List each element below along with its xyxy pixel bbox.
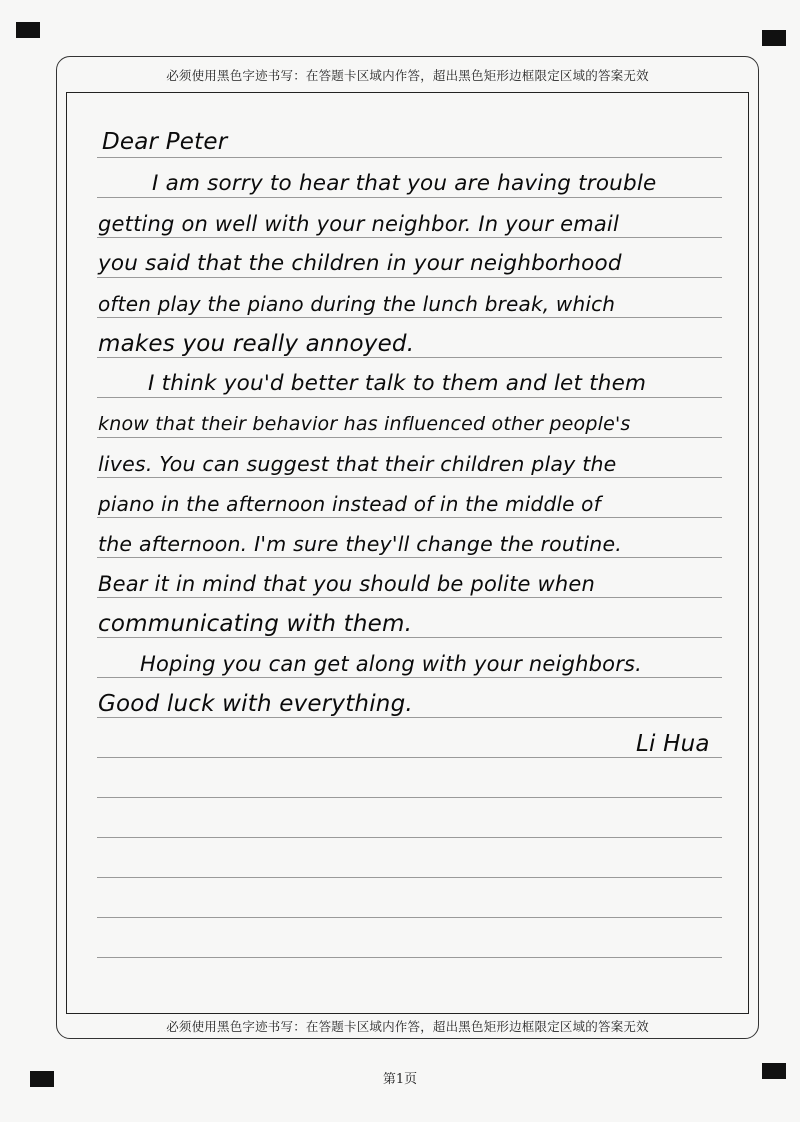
letter-line: communicating with them. <box>98 611 413 637</box>
writing-line <box>97 917 722 918</box>
writing-line <box>97 757 722 758</box>
letter-line: lives. You can suggest that their children play the <box>98 452 617 476</box>
letter-line: Hoping you can get along with your neighbors. <box>140 652 643 676</box>
registration-mark-top-left <box>16 22 40 38</box>
letter-line: the afternoon. I'm sure they'll change the routine. <box>98 532 622 556</box>
letter-line: getting on well with your neighbor. In your email <box>98 212 619 236</box>
writing-line <box>97 157 722 158</box>
letter-salutation: Dear Peter <box>102 129 228 155</box>
letter-line: Bear it in mind that you should be polite when <box>98 572 596 596</box>
registration-mark-top-right <box>762 30 786 46</box>
writing-line <box>97 797 722 798</box>
notice-top: 必须使用黑色字迹书写：在答题卡区域内作答，超出黑色矩形边框限定区域的答案无效 <box>166 68 649 83</box>
letter-line: makes you really annoyed. <box>98 331 415 357</box>
notice-bottom: 必须使用黑色字迹书写：在答题卡区域内作答，超出黑色矩形边框限定区域的答案无效 <box>166 1019 649 1034</box>
letter-line: Good luck with everything. <box>98 691 413 717</box>
letter-line: piano in the afternoon instead of in the middle of <box>98 492 601 516</box>
writing-line <box>97 957 722 958</box>
letter-line: I am sorry to hear that you are having trouble <box>152 171 657 196</box>
letter-line: know that their behavior has influenced other people's <box>98 413 631 435</box>
writing-line <box>97 877 722 878</box>
letter-line: you said that the children in your neighborhood <box>98 251 622 276</box>
page-number: 第1页 <box>382 1072 418 1087</box>
writing-line <box>97 837 722 838</box>
letter-line: I think you'd better talk to them and let them <box>148 371 647 396</box>
letter-line: often play the piano during the lunch break, which <box>98 292 616 316</box>
letter-signature: Li Hua <box>636 731 710 757</box>
